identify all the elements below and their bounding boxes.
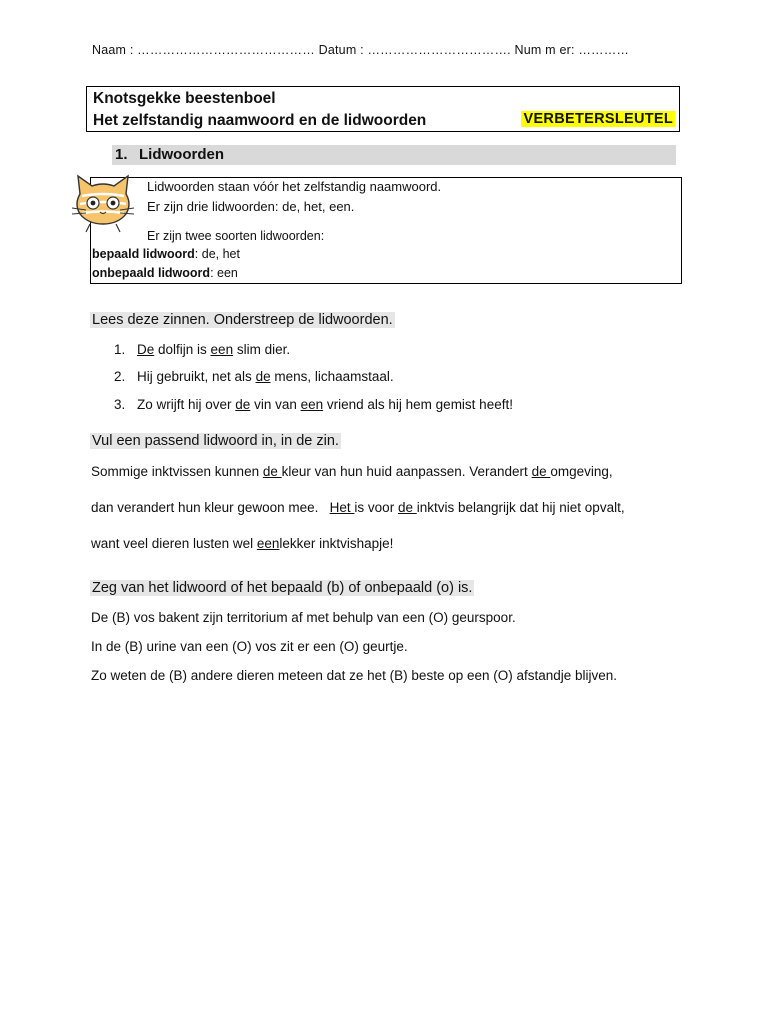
list-number: 1. xyxy=(114,342,126,357)
answer-line-3: Zo weten de (B) andere dieren meteen dat ze het (B) beste op een (O) afstandje blijven. xyxy=(91,668,618,683)
indefinite-label: onbepaald lidwoord xyxy=(92,266,211,280)
definite-article-line xyxy=(92,247,240,261)
underlined-article: een xyxy=(210,342,234,357)
info-line-2: Er zijn drie lidwoorden: de, het, een. xyxy=(147,199,355,214)
sentence-text: want veel dieren lusten wel xyxy=(91,536,257,551)
underlined-article: de xyxy=(235,397,251,412)
sentence-text: lekker inktvishapje! xyxy=(279,536,394,551)
paragraph-line-2 xyxy=(91,500,625,515)
name-date-number-line: Naam : …………………………………… Datum : ……………………………. Num m er: ………… xyxy=(92,43,630,57)
worksheet-title: Knotsgekke beestenboel xyxy=(93,90,276,107)
cat-icon xyxy=(70,172,136,234)
filled-article: de xyxy=(531,464,551,479)
list-item-3 xyxy=(137,397,513,412)
sentence-text: inktvis belangrijk dat hij niet opvalt, xyxy=(416,500,625,515)
definite-label: bepaald lidwoord xyxy=(92,247,195,261)
question-2-heading: Vul een passend lidwoord in, in de zin. xyxy=(92,433,339,449)
sentence-text: omgeving, xyxy=(550,464,613,479)
paragraph-line-1 xyxy=(91,464,613,479)
sentence-text: dolfijn is xyxy=(154,342,211,357)
sentence-text: Hij gebruikt, net als xyxy=(137,369,256,384)
sentence-text: slim dier. xyxy=(233,342,291,357)
filled-article: de xyxy=(397,500,417,515)
sentence-text: vin van xyxy=(250,397,301,412)
worksheet-subtitle: Het zelfstandig naamwoord en de lidwoorden xyxy=(93,112,427,129)
sentence-text: is voor xyxy=(354,500,398,515)
sentence-text: Sommige inktvissen kunnen xyxy=(91,464,263,479)
paragraph-line-3 xyxy=(91,536,393,551)
question-3-heading: Zeg van het lidwoord of het bepaald (b) of onbepaald (o) is. xyxy=(92,580,473,596)
sentence-text: dan verandert hun kleur gewoon mee. xyxy=(91,500,330,515)
list-number: 3. xyxy=(114,397,126,412)
indefinite-value: : een xyxy=(210,266,238,280)
info-box xyxy=(90,177,682,284)
answer-key-badge: VERBETERSLEUTEL xyxy=(523,111,673,127)
section-header xyxy=(112,145,676,165)
list-number: 2. xyxy=(114,369,126,384)
list-item-2 xyxy=(137,369,394,384)
underlined-article: een xyxy=(300,397,324,412)
info-line-1: Lidwoorden staan vóór het zelfstandig naamwoord. xyxy=(147,179,442,194)
filled-article: een xyxy=(256,536,280,551)
sentence-text: vriend als hij hem gemist heeft! xyxy=(323,397,513,412)
filled-article: de xyxy=(262,464,282,479)
info-line-3: Er zijn twee soorten lidwoorden: xyxy=(147,229,325,243)
indefinite-article-line xyxy=(92,266,238,280)
sentence-text: mens, lichaamstaal. xyxy=(270,369,394,384)
sentence-text: Zo wrijft hij over xyxy=(137,397,236,412)
title-box xyxy=(86,86,680,132)
underlined-article: de xyxy=(255,369,271,384)
list-item-1 xyxy=(137,342,290,357)
section-number: 1. xyxy=(115,146,128,163)
definite-value: : de, het xyxy=(194,247,240,261)
filled-article: Het xyxy=(329,500,355,515)
answer-line-1: De (B) vos bakent zijn territorium af met behulp van een (O) geurspoor. xyxy=(91,610,516,625)
answer-line-2: In de (B) urine van een (O) vos zit er een (O) geurtje. xyxy=(91,639,408,654)
question-1-heading: Lees deze zinnen. Onderstreep de lidwoorden. xyxy=(92,312,393,328)
section-title: Lidwoorden xyxy=(139,146,224,163)
sentence-text: kleur van hun huid aanpassen. Verandert xyxy=(281,464,532,479)
underlined-article: De xyxy=(137,342,155,357)
